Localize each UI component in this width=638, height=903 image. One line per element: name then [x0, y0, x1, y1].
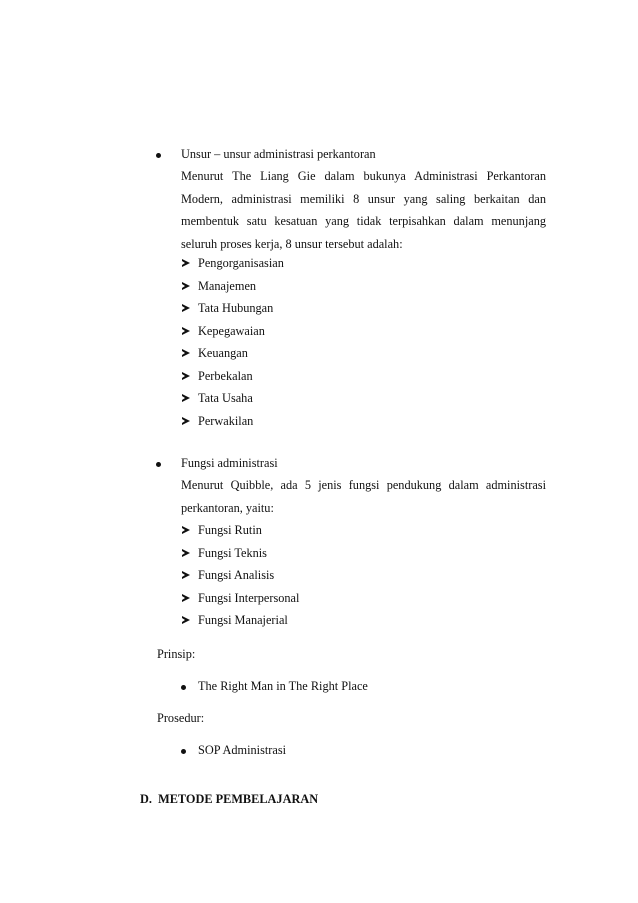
section-title-fungsi: Fungsi administrasi — [181, 456, 278, 470]
arrow-bullet-icon — [182, 349, 190, 357]
arrow-bullet-icon — [182, 304, 190, 312]
list-item: Perbekalan — [198, 369, 253, 383]
paragraph-line: membentuk satu kesatuan yang tidak terpisahkan dalam menunjang — [181, 214, 546, 228]
list-item: Tata Usaha — [198, 391, 253, 405]
arrow-bullet-icon — [182, 616, 190, 624]
list-item: Perwakilan — [198, 414, 254, 428]
paragraph-line: Menurut Quibble, ada 5 jenis fungsi pendukung dalam administrasi — [181, 478, 546, 492]
paragraph-line: perkantoran, yaitu: — [181, 501, 274, 515]
list-item: Fungsi Teknis — [198, 546, 267, 560]
bullet-icon — [181, 749, 186, 754]
list-item: Manajemen — [198, 279, 257, 293]
arrow-bullet-icon — [182, 417, 190, 425]
list-item: Fungsi Rutin — [198, 523, 262, 537]
arrow-bullet-icon — [182, 549, 190, 557]
list-item: Pengorganisasian — [198, 256, 284, 270]
arrow-bullet-icon — [182, 394, 190, 402]
arrow-bullet-icon — [182, 571, 190, 579]
list-item: Fungsi Interpersonal — [198, 591, 300, 605]
arrow-bullet-icon — [182, 594, 190, 602]
arrow-bullet-icon — [182, 259, 190, 267]
arrow-bullet-icon — [182, 327, 190, 335]
prinsip-label: Prinsip: — [157, 647, 196, 661]
arrow-bullet-icon — [182, 526, 190, 534]
prosedur-label: Prosedur: — [157, 711, 205, 725]
list-item: Kepegawaian — [198, 324, 265, 338]
paragraph-line: Modern, administrasi memiliki 8 unsur yang saling berkaitan dan — [181, 192, 546, 206]
bullet-icon — [181, 685, 186, 690]
list-item: Tata Hubungan — [198, 301, 274, 315]
bullet-icon — [156, 462, 161, 467]
arrow-bullet-icon — [182, 372, 190, 380]
list-item: SOP Administrasi — [198, 743, 287, 757]
paragraph-line: Menurut The Liang Gie dalam bukunya Administrasi Perkantoran — [181, 169, 546, 183]
arrow-bullet-icon — [182, 282, 190, 290]
list-item: Keuangan — [198, 346, 248, 360]
list-item: The Right Man in The Right Place — [198, 679, 368, 693]
list-item: Fungsi Analisis — [198, 568, 275, 582]
section-heading: D. METODE PEMBELAJARAN — [140, 792, 319, 806]
paragraph-line: seluruh proses kerja, 8 unsur tersebut adalah: — [181, 237, 403, 251]
section-title-unsur: Unsur – unsur administrasi perkantoran — [181, 147, 376, 161]
bullet-icon — [156, 153, 161, 158]
list-item: Fungsi Manajerial — [198, 613, 288, 627]
